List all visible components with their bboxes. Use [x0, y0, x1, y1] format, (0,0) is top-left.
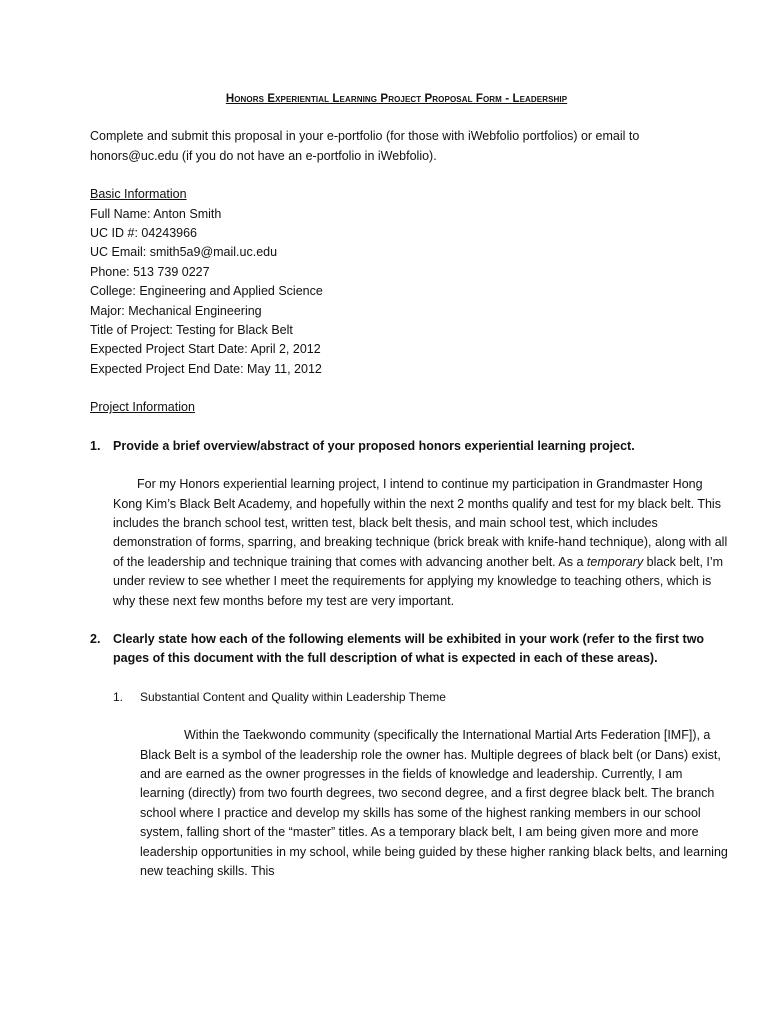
project-title-line: Title of Project: Testing for Black Belt	[90, 323, 293, 338]
question-1-answer	[90, 475, 728, 611]
major-line: Major: Mechanical Engineering	[90, 303, 262, 318]
end-date-line: Expected Project End Date: May 11, 2012	[90, 361, 322, 376]
project-information-heading: Project Information	[90, 400, 195, 415]
answer-1-italic-word: temporary	[586, 554, 644, 569]
question-2	[90, 630, 728, 669]
form-title: Honors Experiential Learning Project Proposal Form - Leadership	[225, 93, 568, 105]
sub-question-1	[90, 688, 728, 707]
sub-question-1-text: Substantial Content and Quality within Leadership Theme	[140, 689, 446, 704]
sub-question-1-answer: Within the Taekwondo community (specifically the International Martial Arts Federation [IMF]), a Black Belt is a symbol of the leadership role the owner has. Multiple degrees of black belt (or Dans) exist, and are earned as the owner progresses in the fields of knowledge and leadership. Currently, I am learning (directly) from two fourth degrees, two second degree, and a first degree black belt. The branch school where I practice and develop my skills has some of the highest ranking members in our school system, falling short of the “master” titles. As a temporary black belt, I am being given more and more leadership opportunities in my school, while being guided by these higher ranking black belts, and learning new teaching skills. This	[140, 728, 728, 878]
question-1-number: 1.	[90, 438, 101, 453]
basic-information-heading: Basic Information	[90, 187, 187, 202]
phone-line: Phone: 513 739 0227	[90, 264, 210, 279]
sub-question-1-number: 1.	[113, 689, 124, 704]
basic-information-section	[90, 185, 728, 379]
question-1	[90, 437, 728, 456]
intro-paragraph: Complete and submit this proposal in your e-portfolio (for those with iWebfolio portfolios) or email to honors@uc.edu (if you do not have an e-portfolio in iWebfolio).	[90, 129, 640, 163]
question-2-text: Clearly state how each of the following elements will be exhibited in your work (refer to the first two pages of this document with the full description of what is expected in each of these areas).	[113, 631, 705, 666]
uc-email-line: UC Email: smith5a9@mail.uc.edu	[90, 245, 278, 260]
answer-1-part-2: black belt, I’m under review to see whether I meet the requirements for applying my knowledge to teaching others, which is why these next few months before my test are very important.	[113, 554, 724, 608]
college-line: College: Engineering and Applied Science	[90, 284, 323, 299]
question-1-text: Provide a brief overview/abstract of your proposed honors experiential learning project.	[113, 438, 635, 453]
full-name-line: Full Name: Anton Smith	[90, 206, 222, 221]
uc-id-line: UC ID #: 04243966	[90, 226, 198, 241]
start-date-line: Expected Project Start Date: April 2, 2012	[90, 342, 321, 357]
answer-1-part-1: For my Honors experiential learning project, I intend to continue my participation in Grandmaster Hong Kong Kim’s Black Belt Academy, and hopefully within the next 2 months qualify and test for my black belt. This includes the branch school test, written test, black belt thesis, and main school test, which includes demonstration of forms, sparring, and breaking technique (brick break with knife-hand technique), along with all of the leadership and technique training that comes with advancing another belt. As a	[113, 477, 728, 569]
question-2-number: 2.	[90, 631, 101, 646]
